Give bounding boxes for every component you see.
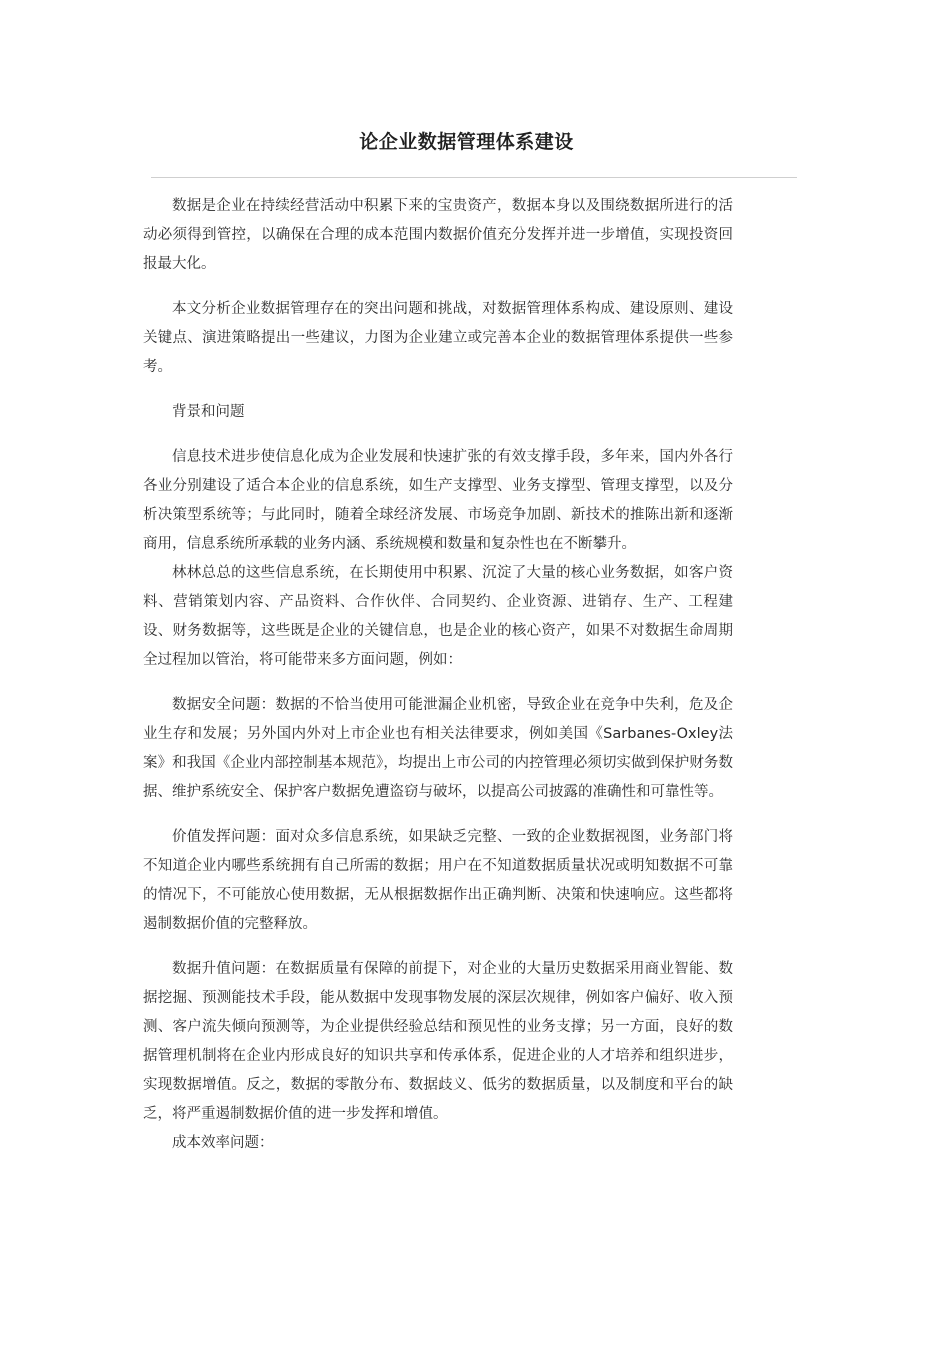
- paragraph-background: 信息技术进步使信息化成为企业发展和快速扩张的有效支撑手段，多年来，国内外各行各业分别建设了适合本企业的信息系统，如生产支撑型、业务支撑型、管理支撑型，以及分析决策型系统等；与此同时，随着全球经济发展、市场竞争加剧、新技术的推陈出新和逐渐商用，信息系统所承载的业务内涵、系统规模和数量和复杂性也在不断攀升。: [143, 449, 733, 552]
- paragraph-appreciation: 数据升值问题：在数据质量有保障的前提下，对企业的大量历史数据采用商业智能、数据挖掘、预测能技术手段，能从数据中发现事物发展的深层次规律，例如客户偏好、收入预测、客户流失倾向预测等，为企业提供经验总结和预见性的业务支撑；另一方面，良好的数据管理机制将在企业内形成良好的知识共享和传承体系，促进企业的人才培养和组织进步，实现数据增值。反之，数据的零散分布、数据歧义、低劣的数据质量，以及制度和平台的缺乏，将严重遏制数据价值的进一步发挥和增值。: [143, 961, 733, 1122]
- paragraph-purpose: 本文分析企业数据管理存在的突出问题和挑战，对数据管理体系构成、建设原则、建设关键点、演进策略提出一些建议，力图为企业建立或完善本企业的数据管理体系提供一些参考。: [143, 301, 733, 375]
- paragraph-data-security: 数据安全问题：数据的不恰当使用可能泄漏企业机密，导致企业在竞争中失利，危及企业生存和发展；另外国内外对上市企业也有相关法律要求，例如美国《Sarbanes-Oxley法案》和我国《企业内部控制基本规范》，均提出上市公司的内控管理必须切实做到保护财务数据、维护系统安全、保护客户数据免遭盗窃与破坏，以提高公司披露的准确性和可靠性等。: [143, 697, 733, 800]
- title-divider: [151, 177, 797, 178]
- page-title: 论企业数据管理体系建设: [359, 131, 574, 153]
- paragraph-intro: 数据是企业在持续经营活动中积累下来的宝贵资产，数据本身以及围绕数据所进行的活动必须得到管控，以确保在合理的成本范围内数据价值充分发挥并进一步增值，实现投资回报最大化。: [143, 198, 733, 272]
- paragraph-cost-efficiency: 成本效率问题：: [172, 1135, 274, 1151]
- document-body: [143, 192, 733, 1158]
- paragraph-value: 价值发挥问题：面对众多信息系统，如果缺乏完整、一致的企业数据视图，业务部门将不知道企业内哪些系统拥有自己所需的数据；用户在不知道数据质量状况或明知数据不可靠的情况下，不可能放心使用数据，无从根据数据作出正确判断、决策和快速响应。这些都将遏制数据价值的完整释放。: [143, 829, 733, 932]
- section-heading-background: 背景和问题: [172, 404, 245, 420]
- paragraph-core-data: 林林总总的这些信息系统，在长期使用中积累、沉淀了大量的核心业务数据，如客户资料、营销策划内容、产品资料、合作伙伴、合同契约、企业资源、进销存、生产、工程建设、财务数据等，这些既是企业的关键信息，也是企业的核心资产，如果不对数据生命周期全过程加以管治，将可能带来多方面问题，例如：: [143, 565, 733, 668]
